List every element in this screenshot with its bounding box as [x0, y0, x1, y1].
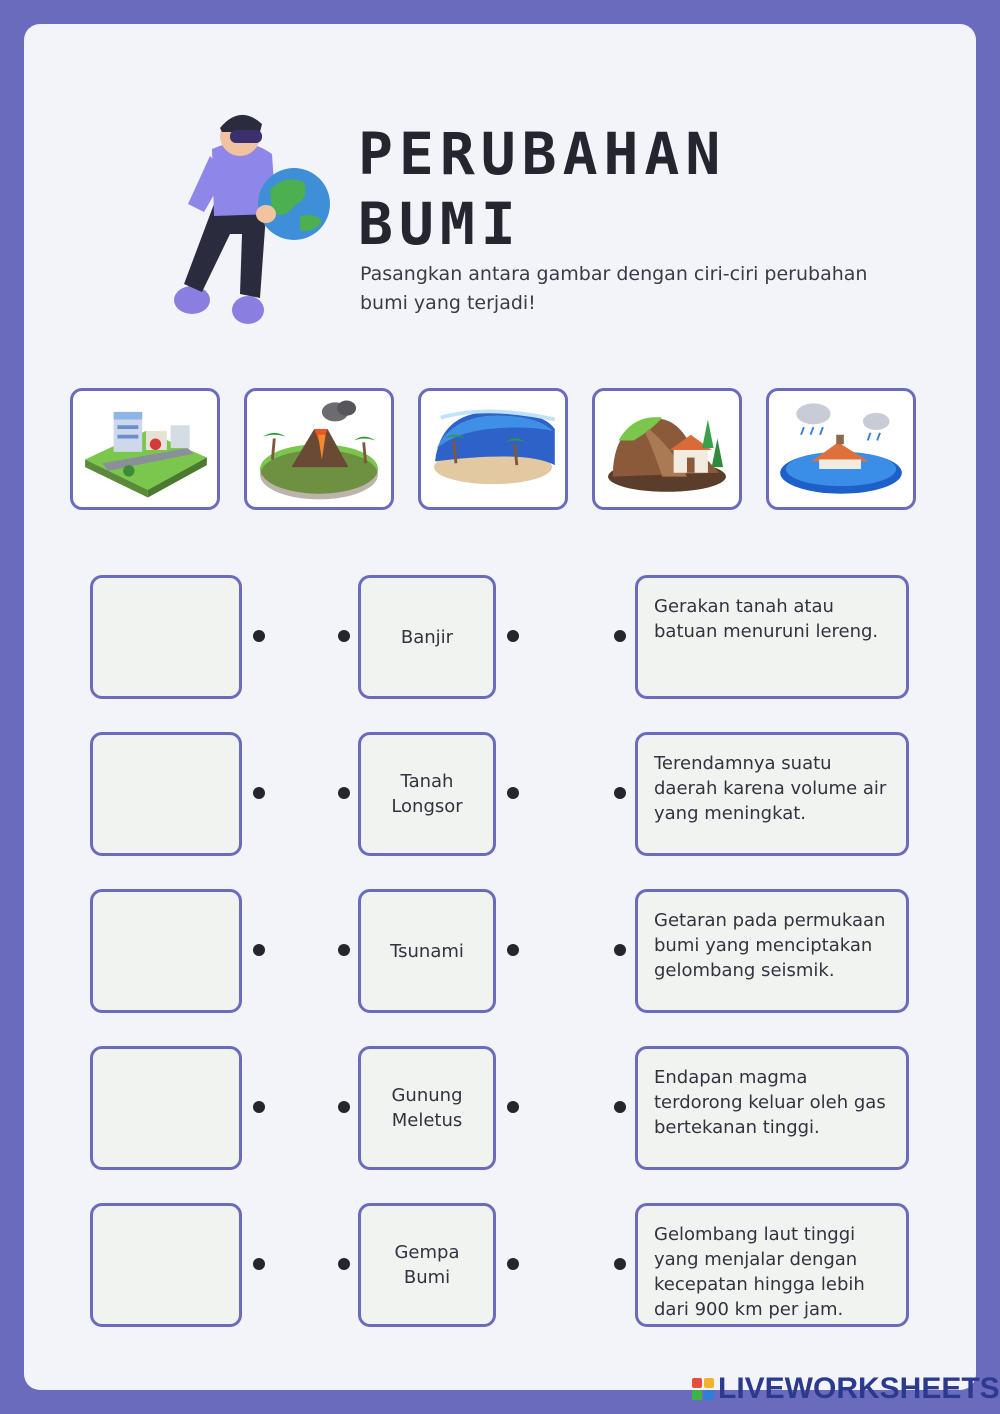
connector-dot[interactable] — [614, 1258, 626, 1270]
term-label: Tanah Longsor — [391, 771, 463, 817]
connector-dot[interactable] — [507, 787, 519, 799]
connector-dot[interactable] — [507, 1258, 519, 1270]
description-text: Gerakan tanah atau batuan menuruni lereng. — [654, 596, 879, 642]
connector-dot[interactable] — [253, 1258, 265, 1270]
connector-dot[interactable] — [338, 1258, 350, 1270]
connector-dot[interactable] — [614, 1101, 626, 1113]
connector-dot[interactable] — [253, 787, 265, 799]
answer-drop-box[interactable] — [90, 575, 242, 699]
connector-dot[interactable] — [338, 944, 350, 956]
connector-dot[interactable] — [614, 787, 626, 799]
term-label: Gunung Meletus — [391, 1085, 463, 1131]
landslide-house-icon — [595, 391, 739, 507]
tsunami-wave-icon — [421, 391, 565, 507]
term-box — [358, 1203, 496, 1327]
boy-holding-globe-icon — [144, 94, 344, 334]
connector-dot[interactable] — [614, 944, 626, 956]
answer-drop-box[interactable] — [90, 1046, 242, 1170]
city-island-icon — [73, 391, 217, 507]
liveworksheets-logo[interactable] — [692, 1374, 1000, 1404]
liveworksheets-mark-icon — [692, 1378, 714, 1400]
connector-dot[interactable] — [614, 630, 626, 642]
instruction-text: Pasangkan antara gambar dengan ciri-ciri perubahan bumi yang terjadi! — [360, 263, 868, 314]
connector-dot[interactable] — [507, 1101, 519, 1113]
term-box — [358, 889, 496, 1013]
picture-card-city[interactable] — [70, 388, 220, 510]
volcano-island-icon — [247, 391, 391, 507]
connector-dot[interactable] — [338, 787, 350, 799]
brand-name: LIVEWORKSHEETS — [718, 1372, 1000, 1405]
term-box — [358, 1046, 496, 1170]
term-label: Tsunami — [390, 940, 464, 962]
answer-drop-box[interactable] — [90, 889, 242, 1013]
flood-rain-icon — [769, 391, 913, 507]
connector-dot[interactable] — [253, 1101, 265, 1113]
connector-dot[interactable] — [338, 1101, 350, 1113]
description-box — [635, 1203, 909, 1327]
connector-dot[interactable] — [507, 630, 519, 642]
picture-card-volcano[interactable] — [244, 388, 394, 510]
picture-card-landslide[interactable] — [592, 388, 742, 510]
description-box — [635, 1046, 909, 1170]
term-box — [358, 732, 496, 856]
connector-dot[interactable] — [338, 630, 350, 642]
worksheet-page — [24, 24, 976, 1390]
description-box — [635, 575, 909, 699]
answer-drop-box[interactable] — [90, 732, 242, 856]
connector-dot[interactable] — [253, 630, 265, 642]
description-text: Getaran pada permukaan bumi yang menciptakan gelombang seismik. — [654, 910, 886, 981]
description-text: Endapan magma terdorong keluar oleh gas bertekanan tinggi. — [654, 1067, 886, 1138]
term-label: Gempa Bumi — [394, 1242, 460, 1288]
term-label: Banjir — [400, 626, 454, 648]
picture-card-tsunami[interactable] — [418, 388, 568, 510]
description-text: Gelombang laut tinggi yang menjalar dengan kecepatan hingga lebih dari 900 km per jam. — [654, 1224, 865, 1320]
term-box — [358, 575, 496, 699]
description-box — [635, 732, 909, 856]
page-title: PERUBAHAN BUMI — [358, 120, 727, 258]
description-box — [635, 889, 909, 1013]
connector-dot[interactable] — [507, 944, 519, 956]
answer-drop-box[interactable] — [90, 1203, 242, 1327]
description-text: Terendamnya suatu daerah karena volume air yang meningkat. — [654, 753, 887, 824]
connector-dot[interactable] — [253, 944, 265, 956]
picture-card-flood[interactable] — [766, 388, 916, 510]
